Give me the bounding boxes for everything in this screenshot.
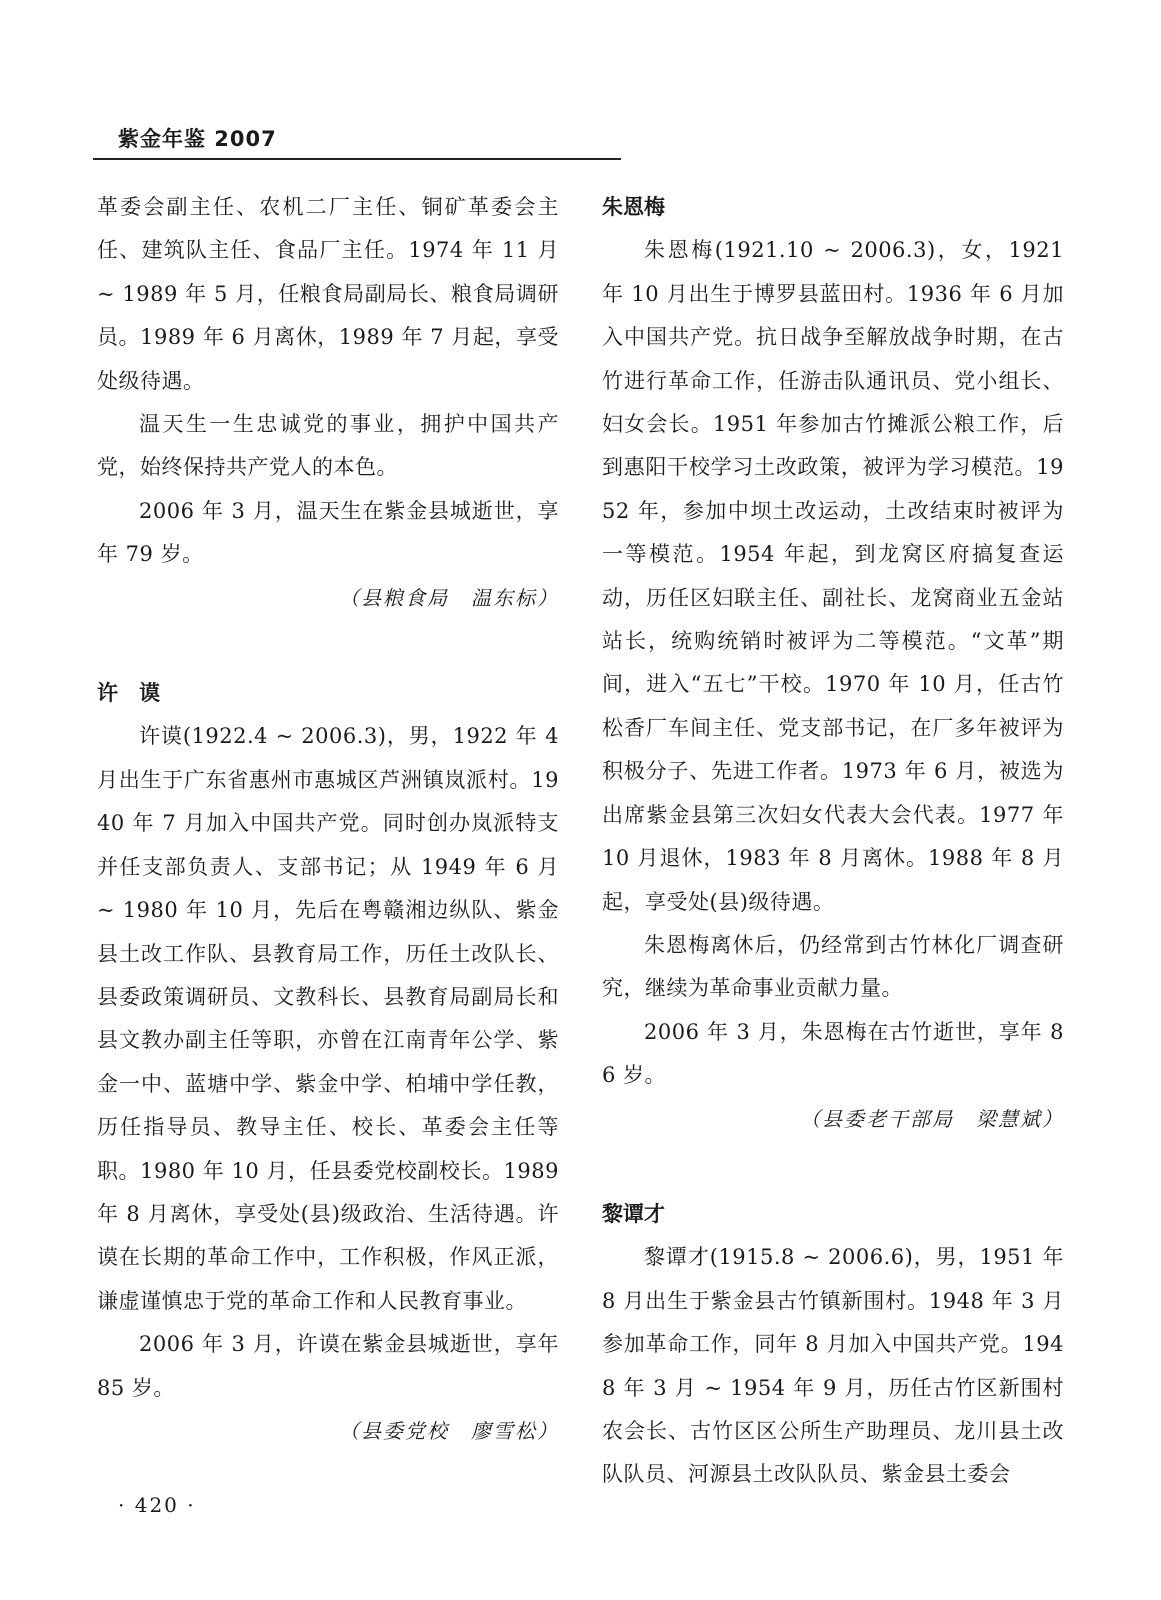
running-title: 紫金年鉴 2007 xyxy=(118,127,277,151)
paragraph: 黎谭才(1915.8 ~ 2006.6)，男，1951 年 8 月出生于紫金县古竹镇新围村。1948 年 3 月参加革命工作，同年 8 月加入中国共产党。1948 年 3 月 ~ 1954 年 9 月，历任古竹区新围村农会长、古竹区区公所生产助理员、龙川县土改队队员、河源县土改队队员、紫金县土委会 xyxy=(602,1245,1064,1487)
continued-paragraph: 革委会副主任、农机二厂主任、铜矿革委会主任、建筑队主任、食品厂主任。1974 年 11 月 ~ 1989 年 5 月，任粮食局副局长、粮食局调研员。1989 年 6 月离休，1989 年 7 月起，享受处级待遇。 xyxy=(97,195,559,393)
obituary-name: 许 谟 xyxy=(97,681,160,706)
paragraph: 朱恩梅(1921.10 ~ 2006.3)，女，1921 年 10 月出生于博罗县蓝田村。1936 年 6 月加入中国共产党。抗日战争至解放战争时期，在古竹进行革命工作，任游击队通讯员、党小组长、妇女会长。1951 年参加古竹摊派公粮工作，后到惠阳干校学习土改政策，被评为学习模范。1952 年，参加中坝土改运动，土改结束时被评为一等模范。1954 年起，到龙窝区府搞复查运动，历任区妇联主任、副社长、龙窝商业五金站站长，统购统销时被评为二等模范。“文革”期间，进入“五七”干校。1970 年 10 月，任古竹松香厂车间主任、党支部书记，在厂多年被评为积极分子、先进工作者。1973 年 6 月，被选为出席紫金县第三次妇女代表大会代表。1977 年 10 月退休，1983 年 8 月离休。1988 年 8 月起，享受处(县)级待遇。 xyxy=(602,238,1064,914)
paragraph: 2006 年 3 月，许谟在紫金县城逝世，享年 85 岁。 xyxy=(97,1332,559,1400)
paragraph: 温天生一生忠诚党的事业，拥护中国共产党，始终保持共产党人的本色。 xyxy=(97,412,559,480)
section-gap xyxy=(602,1141,1064,1193)
author-signature: （县委党校 廖雪松） xyxy=(339,1418,559,1443)
right-column xyxy=(602,186,1064,1497)
header-rule xyxy=(93,158,621,160)
author-signature: （县粮食局 温东标） xyxy=(339,585,559,610)
obituary-name: 朱恩梅 xyxy=(602,195,665,219)
paragraph: 朱恩梅离休后，仍经常到古竹林化厂调查研究，继续为革命事业贡献力量。 xyxy=(602,932,1064,1001)
paragraph: 2006 年 3 月，朱恩梅在古竹逝世，享年 86 岁。 xyxy=(602,1019,1064,1088)
author-signature: （县委老干部局 梁慧斌） xyxy=(800,1106,1064,1131)
obituary-name: 黎谭才 xyxy=(602,1201,665,1226)
page-number: · 420 · xyxy=(118,1493,196,1517)
paragraph: 2006 年 3 月，温天生在紫金县城逝世，享年 79 岁。 xyxy=(97,498,559,567)
left-column xyxy=(97,186,559,1453)
paragraph: 许谟(1922.4 ~ 2006.3)，男，1922 年 4 月出生于广东省惠州市惠城区芦洲镇岚派村。1940 年 7 月加入中国共产党。同时创办岚派特支并任支部负责人、支部书记；从 1949 年 6 月 ~ 1980 年 10 月，先后在粤赣湘边纵队、紫金县土改工作队、县教育局工作，历任土改队长、县委政策调研员、文教科长、县教育局副局长和县文教办副主任等职，亦曾在江南青年公学、紫金一中、蓝塘中学、紫金中学、柏埔中学任教，历任指导员、教导主任、校长、革委会主任等职。1980 年 10 月，任县委党校副校长。1989 年 8 月离休，享受处(县)级政治、生活待遇。许谟在长期的革命工作中，工作积极，作风正派，谦虚谨慎忠于党的革命工作和人民教育事业。 xyxy=(97,724,559,1313)
section-gap xyxy=(97,620,559,672)
